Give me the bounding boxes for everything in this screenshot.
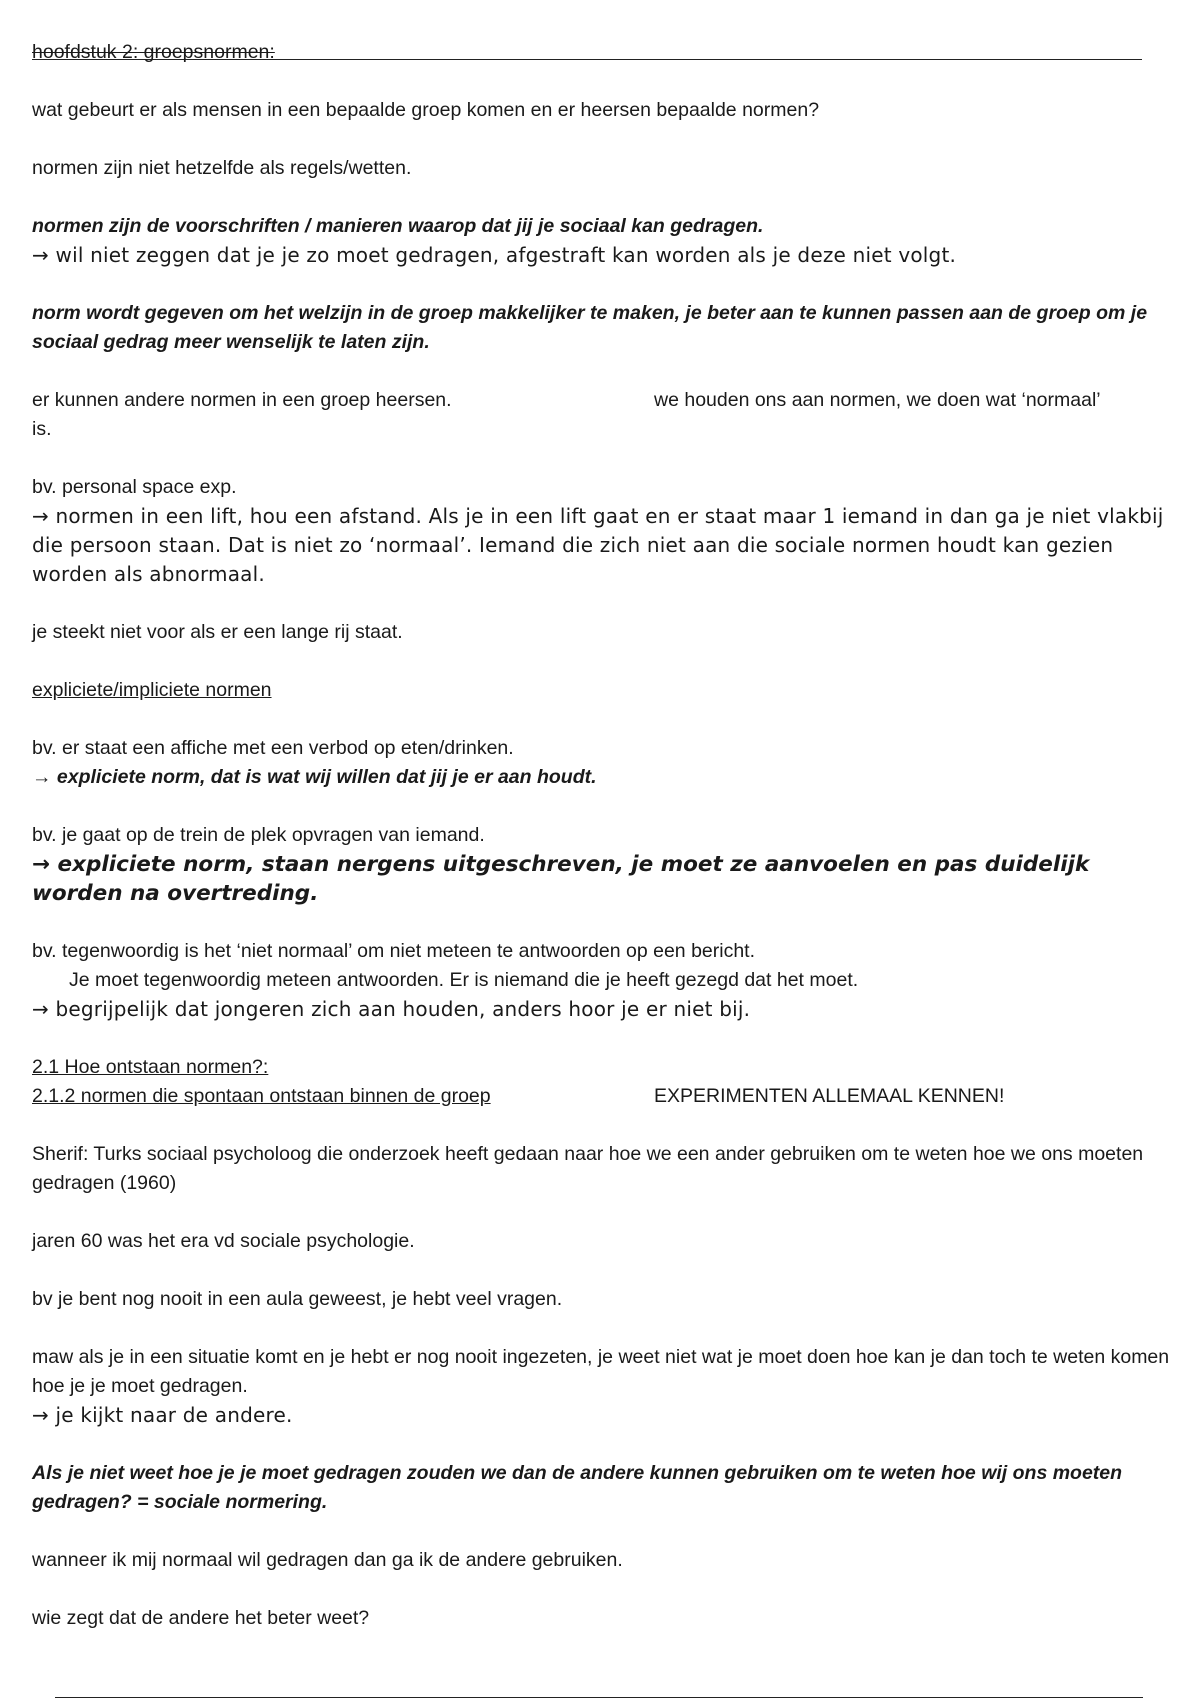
arrow-line-emphasis: → expliciete norm, dat is wat wij willen dat jij je er aan houdt. (32, 766, 597, 788)
emphasis-paragraph: Als je niet weet hoe je je moet gedragen zouden we dan de andere kunnen gebruiken om te weten hoe wij ons moeten gedragen? = sociale normering. (32, 1462, 1123, 1513)
example-line: bv. personal space exp. (32, 476, 237, 498)
question-line: wat gebeurt er als mensen in een bepaalde groep komen en er heersen bepaalde normen? (32, 99, 820, 121)
arrow-line: → wil niet zeggen dat je je zo moet gedragen, afgestraft kan worden als je deze niet volgt. (32, 243, 957, 267)
page-title: hoofdstuk 2: groepsnormen: (32, 41, 275, 63)
arrow-paragraph: → normen in een lift, hou een afstand. Als je in een lift gaat en er staat maar 1 iemand in dan ga je niet vlakbij die persoon staan. Dat is niet zo ‘normaal’. Iemand die zich niet aan die sociale normen houdt kan gezien worden als abnormaal. (32, 504, 1164, 586)
arrow-line: → je kijkt naar de andere. (32, 1403, 293, 1427)
text-line: je steekt niet voor als er een lange rij staat. (32, 621, 403, 643)
subsection-row (32, 1082, 1172, 1111)
title-row (32, 38, 1172, 67)
definition-line: normen zijn de voorschriften / manieren waarop dat jij je sociaal kan gedragen. (32, 215, 764, 237)
text-line: normen zijn niet hetzelfde als regels/wetten. (32, 157, 412, 179)
indented-line: Je moet tegenwoordig meteen antwoorden. Er is niemand die je heeft gezegd dat het moet. (69, 969, 859, 991)
text-line: wanneer ik mij normaal wil gedragen dan ga ik de andere gebruiken. (32, 1549, 623, 1571)
text-paragraph: Sherif: Turks sociaal psycholoog die onderzoek heeft gedaan naar hoe we een ander gebruiken om te weten hoe we ons moeten gedragen (1960) (32, 1143, 1144, 1194)
emphasis-paragraph: norm wordt gegeven om het welzijn in de groep makkelijker te maken, je beter aan te kunnen passen aan de groep om je sociaal gedrag meer wenselijk te laten zijn. (32, 302, 1148, 353)
arrow-line: → begrijpelijk dat jongeren zich aan houden, anders hoor je er niet bij. (32, 997, 751, 1021)
text-line-continuation: is. (32, 418, 52, 440)
subsection-heading: 2.1.2 normen die spontaan ontstaan binnen de groep (32, 1085, 491, 1107)
text-line-left: er kunnen andere normen in een groep heersen. (32, 389, 452, 411)
two-column-line (32, 386, 1172, 415)
example-line: bv. er staat een affiche met een verbod op eten/drinken. (32, 737, 514, 759)
bottom-rule (55, 1697, 1143, 1698)
subsection-note: EXPERIMENTEN ALLEMAAL KENNEN! (654, 1085, 1005, 1107)
arrow-paragraph-emphasis: → expliciete norm, staan nergens uitgeschreven, je moet ze aanvoelen en pas duidelijk worden na overtreding. (32, 852, 1090, 906)
text-line: wie zegt dat de andere het beter weet? (32, 1607, 370, 1629)
text-paragraph: maw als je in een situatie komt en je hebt er nog nooit ingezeten, je weet niet wat je moet doen hoe kan je dan toch te weten komen hoe je je moet gedragen. (32, 1346, 1170, 1397)
text-line: bv je bent nog nooit in een aula geweest, je hebt veel vragen. (32, 1288, 563, 1310)
text-line: jaren 60 was het era vd sociale psychologie. (32, 1230, 415, 1252)
example-line: bv. je gaat op de trein de plek opvragen van iemand. (32, 824, 485, 846)
section-heading: 2.1 Hoe ontstaan normen?: (32, 1056, 269, 1078)
text-line-right: we houden ons aan normen, we doen wat ‘normaal’ (654, 389, 1101, 411)
section-heading: expliciete/impliciete normen (32, 679, 272, 701)
example-line: bv. tegenwoordig is het ‘niet normaal’ om niet meteen te antwoorden op een bericht. (32, 940, 756, 962)
page-content (32, 38, 1172, 1633)
